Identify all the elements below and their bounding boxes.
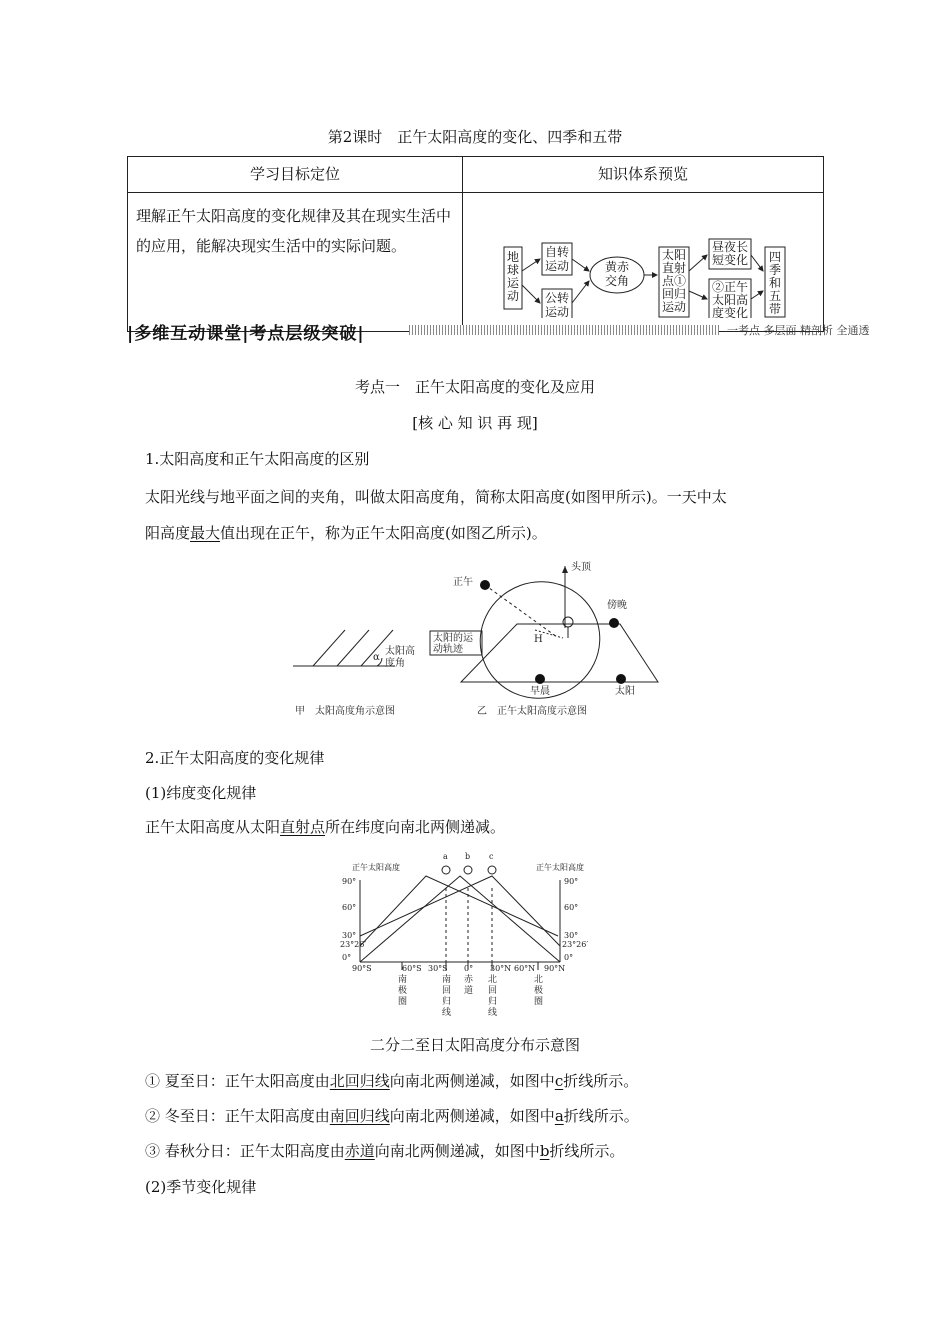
core-title: [核 心 知 识 再 现]: [412, 414, 538, 432]
fig1-caption-b: 乙 正午太阳高度示意图: [477, 706, 587, 717]
item3-line: b: [539, 1142, 550, 1160]
s2-emph: 直射点: [280, 818, 326, 836]
s2-text1: [145, 812, 825, 842]
topic-title: 考点一 正午太阳高度的变化及应用: [354, 378, 595, 396]
goal-text: 理解正午太阳高度的变化规律及其在现实生活中的应用，能解决现实生活中的实际问题。: [128, 193, 463, 332]
item2-a: ② 冬至日：正午太阳高度由: [145, 1107, 330, 1125]
knowledge-diagram: [463, 193, 823, 318]
item1-emph: 北回归线: [329, 1072, 390, 1090]
fig1-track: 太阳的运动轨迹: [433, 633, 473, 655]
fig1-zenith: 头顶: [571, 562, 591, 573]
lesson-title: 第2课时 正午太阳高度的变化、四季和五带: [327, 128, 623, 146]
s1-heading: 1.太阳高度和正午太阳高度的区别: [145, 450, 370, 468]
s1-text-b2: 值出现在正午，称为正午太阳高度(如图乙所示)。: [220, 524, 547, 542]
fig2-ytick-60: 60°: [342, 903, 357, 912]
fig1-sun: 太阳: [615, 686, 635, 697]
banner-right: 一考点 多层面 精剖析 全通透: [727, 324, 870, 337]
fig2-xtick-0: 0°: [464, 964, 474, 973]
item3-emph: 赤道: [344, 1142, 375, 1160]
item-equinox: [145, 1136, 825, 1166]
fig2-left-title: 正午太阳高度: [352, 863, 400, 872]
fig1-noon: 正午: [453, 577, 473, 588]
item2-c: 折线所示。: [563, 1107, 639, 1125]
fig2-xtick-60n: 60°N: [514, 964, 536, 973]
fig1-alpha: α: [373, 652, 380, 663]
banner-rule: [409, 325, 719, 335]
fig2-rtick-2326: 23°26′: [562, 940, 589, 949]
s2-sub2: (2)季节变化规律: [145, 1178, 257, 1196]
item1-line: c: [554, 1072, 564, 1090]
figure-noon-altitude-chart: [340, 848, 615, 1023]
diag-rotation: 自转运动: [544, 245, 570, 273]
item1-b: 向南北两侧递减，如图中: [389, 1072, 555, 1090]
s1-text-b: [145, 518, 825, 548]
fig2-xtick-30n: 30°N: [490, 964, 512, 973]
fig2-rtick-90: 90°: [564, 877, 579, 886]
item1-c: 折线所示。: [563, 1072, 639, 1090]
fig2-arctic-circle: 北极圈: [534, 975, 544, 1007]
fig2-tropic-cancer: 北回归线: [488, 975, 498, 1018]
fig2-equator: 赤道: [464, 975, 474, 996]
s1-text-a: 太阳光线与地平面之间的夹角，叫做太阳高度角，简称太阳高度(如图甲所示)。一天中太: [145, 488, 727, 506]
diag-subsolar: 太阳直射点① 回归运动: [661, 248, 687, 314]
fig2-antarctic-circle: 南极圈: [398, 975, 408, 1007]
item2-emph: 南回归线: [329, 1107, 390, 1125]
fig2-ytick-0: 0°: [342, 953, 352, 962]
diag-revolution: 公转运动: [544, 291, 570, 318]
fig2-caption: 二分二至日太阳高度分布示意图: [369, 1036, 580, 1054]
figure-sun-altitude: [285, 558, 685, 723]
s2-text1-a: 正午太阳高度从太阳: [145, 818, 281, 836]
fig2-xtick-30s: 30°S: [428, 964, 448, 973]
knowledge-diagram-cell: [463, 193, 824, 332]
fig2-xtick-60s: 60°S: [402, 964, 422, 973]
fig1-h: H: [534, 634, 543, 645]
s2-sub1: (1)纬度变化规律: [145, 784, 257, 802]
fig1-morning: 早晨: [530, 686, 550, 697]
fig2-rtick-60: 60°: [564, 903, 579, 912]
fig2-rtick-30: 30°: [564, 931, 579, 940]
item2-line: a: [554, 1107, 564, 1125]
diag-earth-motion: 地球运动: [506, 250, 520, 303]
s2-text1-b: 所在纬度向南北两侧递减。: [325, 818, 506, 836]
diag-obliquity: 黄赤交角: [604, 260, 630, 288]
fig2-ytick-90: 90°: [342, 877, 357, 886]
diag-daylength: 昼夜长短变化: [711, 240, 749, 267]
item3-c: 折线所示。: [549, 1142, 625, 1160]
fig2-ytick-2326: 23°26′: [340, 940, 367, 949]
s2-heading: 2.正午太阳高度的变化规律: [145, 749, 325, 767]
banner-left: |多维互动课堂|考点层级突破|: [127, 324, 365, 344]
fig2-right-title: 正午太阳高度: [536, 863, 584, 872]
knowledge-header: 知识体系预览: [463, 157, 824, 193]
diag-seasons: 四季和五带: [768, 250, 782, 316]
fig2-ytick-30: 30°: [342, 931, 357, 940]
item3-b: 向南北两侧递减，如图中: [374, 1142, 540, 1160]
fig2-xtick-90s: 90°S: [352, 964, 372, 973]
fig2-sun-b: b: [465, 852, 471, 861]
fig2-xtick-90n: 90°N: [544, 964, 566, 973]
fig1-caption-a: 甲 太阳高度角示意图: [295, 706, 395, 717]
section-banner: [127, 319, 870, 344]
s1-text-b1: 阳高度: [145, 524, 191, 542]
fig2-tropic-capricorn: 南回归线: [442, 975, 452, 1018]
item-summer-solstice: [145, 1066, 825, 1096]
goal-header: 学习目标定位: [128, 157, 463, 193]
fig2-rtick-0: 0°: [564, 953, 574, 962]
fig2-sun-c: c: [489, 852, 494, 861]
fig2-sun-a: a: [443, 852, 448, 861]
fig1-evening: 傍晚: [607, 600, 627, 611]
item3-a: ③ 春秋分日：正午太阳高度由: [145, 1142, 345, 1160]
fig1-angle-label: 太阳高度角: [385, 646, 415, 669]
item-winter-solstice: [145, 1101, 825, 1131]
s1-emph: 最大: [190, 524, 221, 542]
item1-a: ① 夏至日：正午太阳高度由: [145, 1072, 330, 1090]
diag-noon-altitude: ②正午太阳高度变化: [711, 280, 749, 318]
goal-table: [127, 156, 824, 332]
item2-b: 向南北两侧递减，如图中: [389, 1107, 555, 1125]
